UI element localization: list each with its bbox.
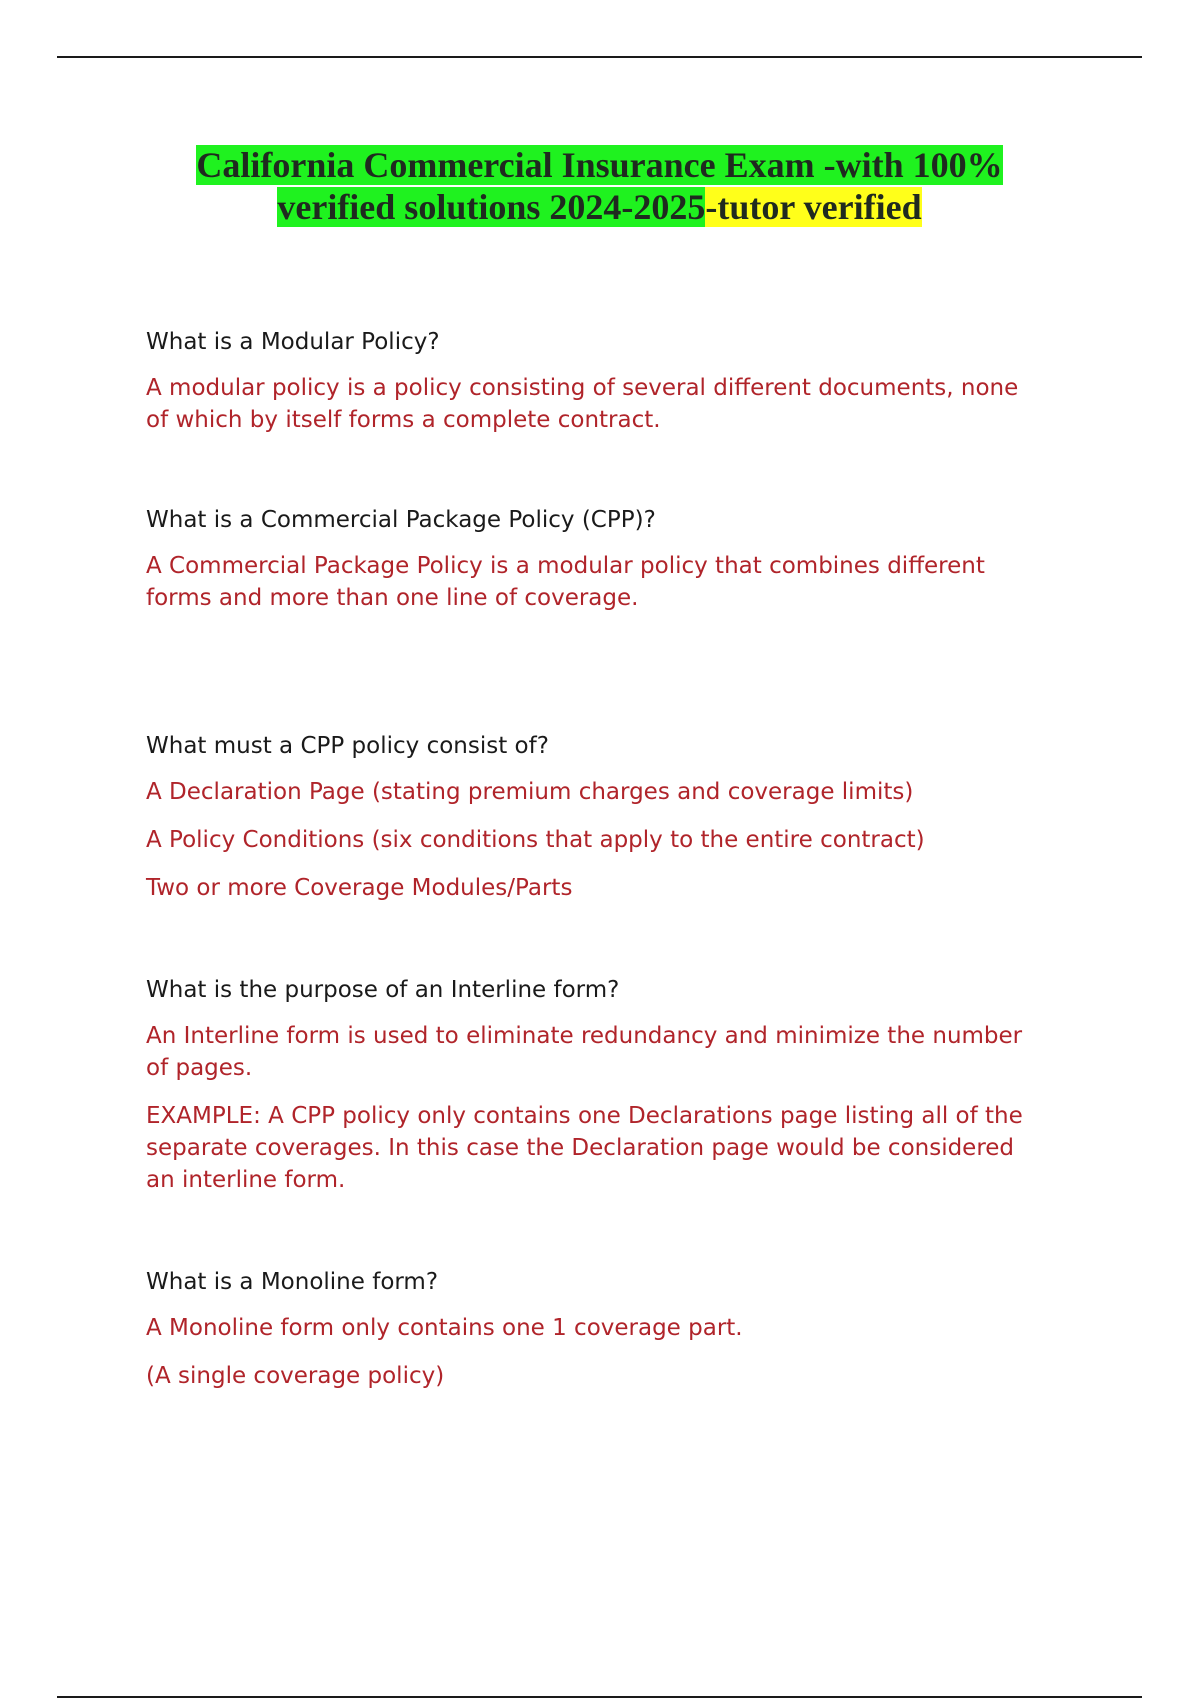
answer: A modular policy is a policy consisting of several different documents, none of which by itself forms a complete contract. [146,375,1019,433]
qa-block-cpp-consist [146,730,1046,920]
answer: (A single coverage policy) [146,1363,445,1389]
title-highlight-green: California Commercial Insurance Exam -with 100% [196,145,1003,185]
qa-block-monoline [146,1266,1046,1408]
qa-block-interline [146,974,1046,1212]
question: What is a Commercial Package Policy (CPP)? [146,507,656,533]
title-highlight-green-2: verified solutions 2024-2025 [277,187,706,227]
question: What is a Modular Policy? [146,329,440,355]
question: What must a CPP policy consist of? [146,733,549,759]
answer: EXAMPLE: A CPP policy only contains one Declarations page listing all of the separate coverages. In this case the Declaration page would be considered an interline form. [146,1103,1023,1193]
answer: A Monoline form only contains one 1 coverage part. [146,1315,743,1341]
question: What is the purpose of an Interline form? [146,977,620,1003]
document-title [57,144,1142,228]
answer: A Commercial Package Policy is a modular policy that combines different forms and more than one line of coverage. [146,553,985,611]
bottom-divider [57,1696,1142,1698]
qa-block-cpp [146,504,1046,630]
qa-block-modular-policy [146,326,1046,452]
answer: A Declaration Page (stating premium charges and coverage limits) [146,779,914,805]
answer: Two or more Coverage Modules/Parts [146,875,573,901]
top-divider [57,56,1142,58]
answer: A Policy Conditions (six conditions that apply to the entire contract) [146,827,925,853]
title-highlight-yellow: -tutor verified [705,187,922,227]
answer: An Interline form is used to eliminate redundancy and minimize the number of pages. [146,1023,1023,1081]
question: What is a Monoline form? [146,1269,439,1295]
